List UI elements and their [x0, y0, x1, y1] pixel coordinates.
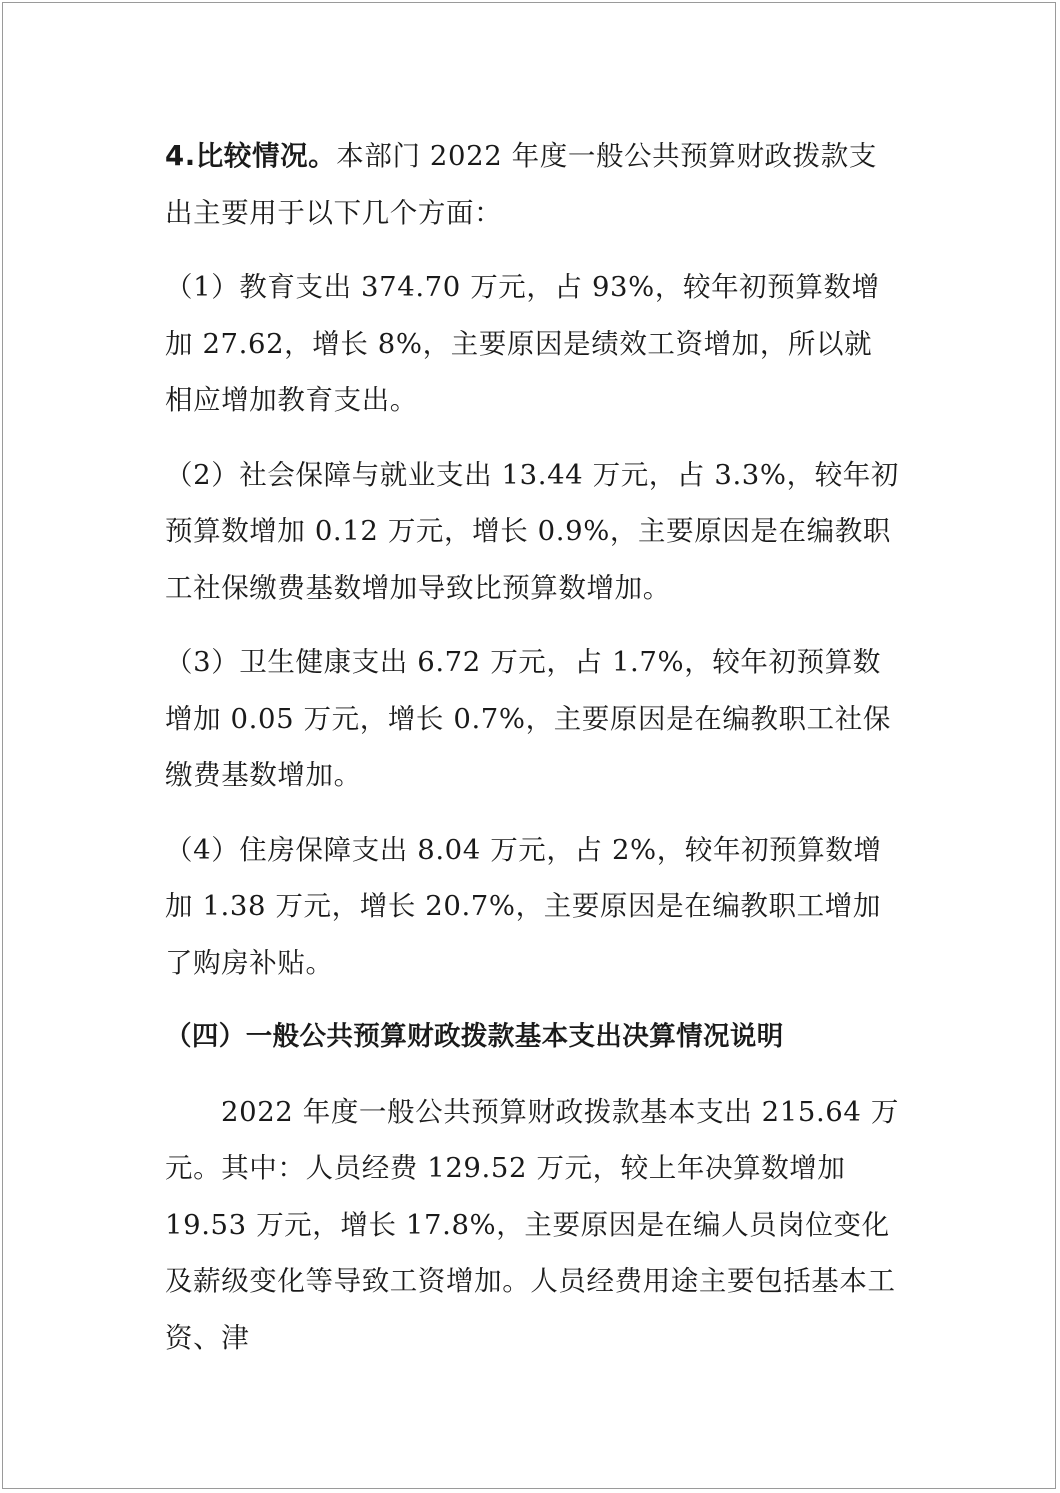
paragraph-housing: （4）住房保障支出 8.04 万元，占 2%，较年初预算数增加 1.38 万元，增长 20.7%，主要原因是在编教职工增加了购房补贴。: [165, 833, 882, 979]
document-body: [165, 128, 900, 1366]
paragraph-basic-expenditure: 2022 年度一般公共预算财政拨款基本支出 215.64 万元。其中：人员经费 129.52 万元，较上年决算数增加 19.53 万元，增长 17.8%，主要原因是在编人员岗位变化及薪级变化等导致工资增加。人员经费用途主要包括基本工资、津: [165, 1095, 899, 1354]
paragraph-health: （3）卫生健康支出 6.72 万元，占 1.7%，较年初预算数增加 0.05 万元，增长 0.7%，主要原因是在编教职工社保缴费基数增加。: [165, 646, 891, 791]
paragraph-comparison: [165, 128, 900, 241]
paragraph-text: 本部门 2022 年度一般公共预算财政拨款支出主要用于以下几个方面：: [165, 140, 877, 229]
paragraph-education: （1）教育支出 374.70 万元，占 93%，较年初预算数增加 27.62，增长 8%，主要原因是绩效工资增加，所以就相应增加教育支出。: [165, 271, 880, 416]
paragraph-social-security: （2）社会保障与就业支出 13.44 万元，占 3.3%，较年初预算数增加 0.12 万元，增长 0.9%，主要原因是在编教职工社保缴费基数增加导致比预算数增加。: [165, 458, 900, 604]
section-heading: （四）一般公共预算财政拨款基本支出决算情况说明: [165, 1021, 784, 1052]
paragraph-lead: 4.比较情况。: [165, 140, 337, 172]
